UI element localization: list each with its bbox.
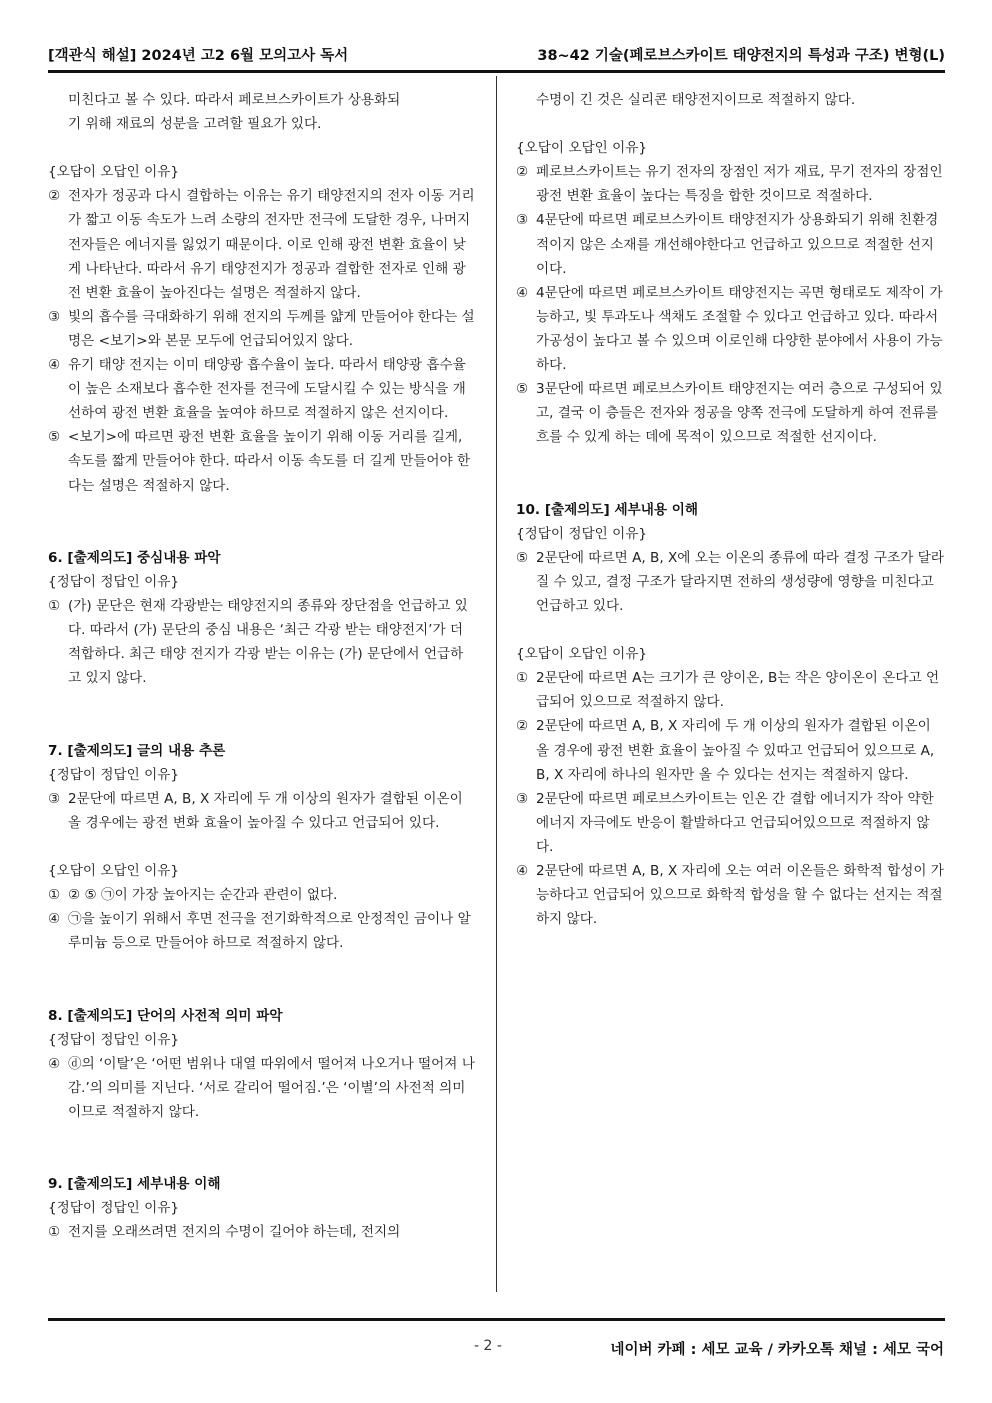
item-number: ① (48, 597, 61, 614)
answer-item (48, 1052, 476, 1124)
answer-item (516, 787, 944, 859)
item-text: <보기>에 따르면 광전 변환 효율을 높이기 위해 이동 거리를 길게, 속도를 짧게 만들어야 한다. 따라서 이동 속도를 더 길게 만들어야 한다는 설명은 적절하지 않다. (68, 429, 471, 494)
page-number: - 2 - (474, 1338, 502, 1354)
left-column (48, 88, 476, 1245)
wrong-answer-heading: {오답이 오답인 이유} (516, 140, 647, 157)
item-number: ① (48, 1224, 61, 1241)
right-column (516, 88, 944, 931)
answer-item (48, 425, 476, 497)
item-text: 2문단에 따르면 A, B, X 자리에 오는 여러 이온들은 화학적 합성이 가능하다고 언급되어 있으므로 화학적 합성을 할 수 없다는 선지는 적절하지 않다. (536, 863, 944, 928)
item-text: 2문단에 따르면 A, B, X 자리에 두 개 이상의 원자가 결합된 이온이 올 경우에 광전 변환 효율이 높아질 수 있따고 언급되어 있으므로 A, B, X 자리에 하나의 원자만 올 수 있다는 선지는 적절하지 않다. (536, 718, 935, 783)
answer-item (48, 787, 476, 835)
item-number: ② (516, 164, 529, 181)
item-number: ③ (48, 308, 61, 325)
answer-item (516, 859, 944, 931)
item-number: ③ (516, 790, 529, 807)
item-number: ② (48, 188, 61, 205)
correct-answer-heading: {정답이 정답인 이유} (48, 573, 179, 590)
item-number: ④ (48, 357, 61, 374)
item-number: ④ (48, 911, 61, 928)
item-text: 2문단에 따르면 A, B, X에 오는 이온의 종류에 따라 결정 구조가 달라질 수 있고, 결정 구조가 달라지면 전하의 생성량에 영향을 미친다고 언급하고 있다. (536, 549, 944, 614)
answer-item (48, 883, 476, 907)
page-header (48, 40, 945, 66)
item-text: ② ⑤ ㉠이 가장 높아지는 순간과 관련이 없다. (68, 887, 338, 904)
answer-item (48, 184, 476, 304)
item-number: ③ (516, 212, 529, 229)
footer-rule (48, 1318, 945, 1321)
correct-answer-heading: {정답이 정답인 이유} (48, 1031, 179, 1048)
answer-item (516, 160, 944, 208)
answer-item (48, 907, 476, 955)
wrong-answer-heading: {오답이 오답인 이유} (48, 863, 179, 879)
question-title: 6. [출제의도] 중심내용 파악 (48, 549, 221, 566)
wrong-answer-heading: {오답이 오답인 이유} (48, 164, 179, 181)
item-text: 페로브스카이트는 유기 전자의 장점인 저가 재료, 무기 전자의 장점인 광전 변환 효율이 높다는 특징을 합한 것이므로 적절하다. (536, 164, 943, 205)
item-text: 3문단에 따르면 페로브스카이트 태양전지는 여러 층으로 구성되어 있고, 결국 이 층들은 전자와 정공을 양쪽 전극에 도달하게 하여 전류를 흐를 수 있게 하는 데에 목적이 있으므로 적절한 선지이다. (536, 381, 943, 446)
answer-item (516, 377, 944, 449)
question-title: 7. [출제의도] 글의 내용 추론 (48, 742, 226, 759)
item-number: ② (516, 718, 529, 735)
correct-answer-heading: {정답이 정답인 이유} (48, 766, 179, 783)
item-text: 4문단에 따르면 페로브스카이트 태양전지는 곡면 형태로도 제작이 가능하고, 빛 투과도나 색채도 조절할 수 있다고 언급하고 있다. 따라서 가공성이 높다고 볼 수 있으며 이로인해 다양한 분야에서 사용이 가능하다. (536, 284, 943, 374)
answer-item (516, 281, 944, 377)
item-text: 4문단에 따르면 페로브스카이트 태양전지가 상용화되기 위해 친환경적이지 않은 소재를 개선해야한다고 언급하고 있으므로 적절한 선지이다. (536, 212, 939, 277)
column-divider (496, 76, 497, 1292)
question-title: 8. [출제의도] 단어의 사전적 의미 파악 (48, 1007, 283, 1024)
item-number: ④ (48, 1055, 61, 1072)
answer-item (516, 714, 944, 786)
answer-item (516, 546, 944, 618)
header-rule (48, 70, 945, 73)
item-text: 전지를 오래쓰려면 전지의 수명이 길어야 하는데, 전지의 (68, 1224, 401, 1241)
item-text: ㉠을 높이기 위해서 후면 전극을 전기화학적으로 안정적인 금이나 알루미늄 등으로 만들어야 하므로 적절하지 않다. (68, 911, 471, 952)
item-text: (가) 문단은 현재 각광받는 태양전지의 종류와 장단점을 언급하고 있다. 따라서 (가) 문단의 중심 내용은 ‘최근 각광 받는 태양전지’가 더 적합하다. 최근 태양 전지가 각광 받는 이유는 (가) 문단에서 언급하고 있지 않다. (68, 597, 468, 687)
answer-item (516, 666, 944, 714)
item-number: ④ (516, 284, 529, 301)
item-text: 2문단에 따르면 페로브스카이트는 인온 간 결합 에너지가 작아 약한 에너지 자극에도 반응이 활발하다고 언급되어있으므로 적절하지 않다. (536, 790, 934, 855)
header-subtitle: 38~42 기술(페로브스카이트 태양전지의 특성과 구조) 변형(L) (537, 48, 945, 64)
item-number: ⑤ (516, 549, 529, 566)
question-title: 10. [출제의도] 세부내용 이해 (516, 501, 699, 518)
footer-channel-info: 네이버 카페 : 세모 교육 / 카카오톡 채널 : 세모 국어 (610, 1342, 944, 1358)
question-title: 9. [출제의도] 세부내용 이해 (48, 1176, 221, 1193)
correct-answer-heading: {정답이 정답인 이유} (48, 1200, 179, 1217)
item-text: 전자가 정공과 다시 결합하는 이유는 유기 태양전지의 전자 이동 거리가 짧고 이동 속도가 느려 소량의 전자만 전극에 도달한 경우, 나머지 전자들은 에너지를 잃었기 때문이다. 이로 인해 광전 변환 효율이 낮게 나타난다. 따라서 유기 태양전지가 정공과 결합한 전자로 인해 광전 변환 효율이 높아진다는 설명은 적절하지 않다. (68, 188, 475, 301)
wrong-answer-heading: {오답이 오답인 이유} (516, 646, 647, 663)
item-number: ③ (48, 790, 61, 807)
item-text: ⓓ의 ‘이탈’은 ‘어떤 범위나 대열 따위에서 떨어져 나오거나 떨어져 나감.’의 의미를 지닌다. ‘서로 갈리어 떨어짐.’은 ‘이별’의 사전적 의미이므로 적절하지 않다. (68, 1055, 475, 1120)
continued-text-line: 미친다고 볼 수 있다. 따라서 페로브스카이트가 상용화되 (68, 92, 401, 108)
answer-item (48, 353, 476, 425)
answer-item (48, 594, 476, 690)
item-text: 빛의 흡수를 극대화하기 위해 전지의 두께를 얇게 만들어야 한다는 설명은 <보기>와 본문 모두에 언급되어있지 않다. (68, 308, 475, 349)
correct-answer-heading: {정답이 정답인 이유} (516, 525, 647, 542)
item-number: ⑤ (516, 381, 529, 398)
answer-item (48, 305, 476, 353)
item-number: ⑤ (48, 429, 61, 446)
answer-item (516, 208, 944, 280)
item-number: ④ (516, 863, 529, 879)
item-text: 2문단에 따르면 A, B, X 자리에 두 개 이상의 원자가 결합된 이온이 올 경우에는 광전 변화 효율이 높아질 수 있다고 언급되어 있다. (68, 790, 463, 831)
continued-text-line: 수명이 긴 것은 실리콘 태양전지이므로 적절하지 않다. (536, 92, 856, 108)
continued-text-line: 기 위해 재료의 성분을 고려할 필요가 있다. (68, 116, 322, 133)
item-number: ① (48, 887, 61, 904)
item-number: ① (516, 670, 529, 687)
header-title: [객관식 해설] 2024년 고2 6월 모의고사 독서 (48, 48, 349, 64)
item-text: 2문단에 따르면 A는 크기가 큰 양이온, B는 작은 양이온이 온다고 언급되어 있으므로 적절하지 않다. (536, 670, 940, 711)
item-text: 유기 태양 전지는 이미 태양광 흡수율이 높다. 따라서 태양광 흡수율이 높은 소재보다 흡수한 전자를 전극에 도달시킬 수 있는 방식을 개선하여 광전 변환 효율을 높여야 하므로 적절하지 않은 선지이다. (68, 357, 466, 422)
answer-item (48, 1220, 476, 1244)
